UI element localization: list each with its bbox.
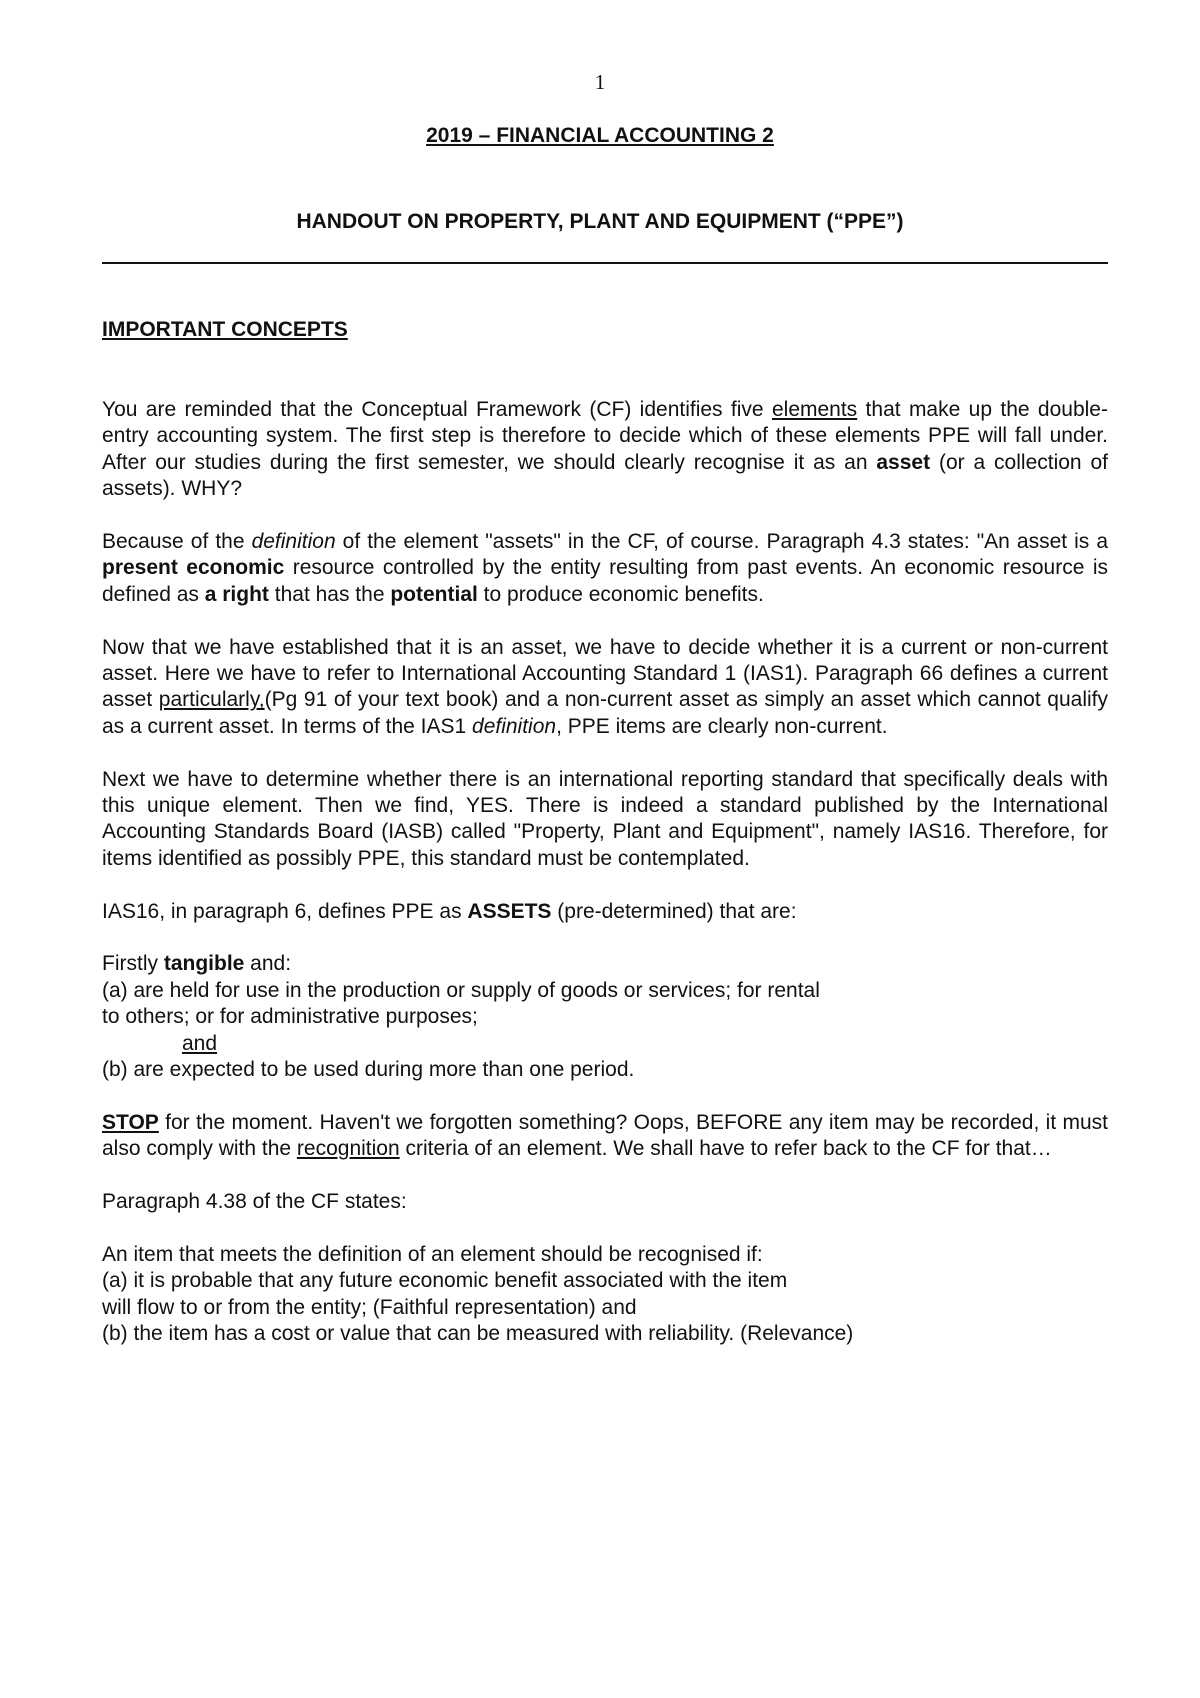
underlined-term: recognition <box>296 1137 400 1161</box>
italic-term: definition <box>472 714 557 738</box>
paragraph-cf-reference: Paragraph 4.38 of the CF states: <box>102 1190 407 1214</box>
text-run: for the moment. Haven't we forgotten something? Oops, BEFORE any item may be recorded, it must also comply with the <box>102 1110 1108 1161</box>
text-run: of the element "assets" in the CF, of course. Paragraph 4.3 states: "An asset is a <box>335 530 1109 554</box>
recognition-line-a-cont: will flow to or from the entity; (Faithful representation) and <box>102 1295 637 1319</box>
text-run: , PPE items are clearly non-current. <box>556 714 888 738</box>
text-run: that has the <box>268 582 391 606</box>
paragraph-stop <box>102 1110 1108 1163</box>
criteria-and <box>102 1031 1108 1057</box>
criteria-line-b: (b) are expected to be used during more than one period. <box>102 1058 635 1082</box>
text-run: Because of the <box>102 530 252 554</box>
text-run: criteria of an element. We shall have to refer back to the CF for that… <box>399 1137 1052 1161</box>
text-run: Now that we have established that it is an asset, we have to decide whether it is a current or non-current asset. Here we have to refer to International Accounting Standard 1 (IAS1). Paragraph 66 defines a current asset <box>102 635 1108 712</box>
text-run: that make up the double-entry accounting system. The first step is therefore to decide which of these elements PPE will fall under. After our studies during the first semester, we should clearly recognise it as an <box>102 398 1108 474</box>
bold-term: potential <box>390 582 478 606</box>
bold-term: present economic <box>102 556 285 580</box>
text-run: Firstly <box>102 952 164 976</box>
text-run: (pre-determined) that are: <box>551 899 797 923</box>
recognition-line-b: (b) the item has a cost or value that can be measured with reliability. (Relevance) <box>102 1322 854 1346</box>
page-number: 1 <box>594 70 606 94</box>
bold-term: asset <box>876 450 931 474</box>
recognition-line-a: (a) it is probable that any future economic benefit associated with the item <box>102 1269 788 1293</box>
stop-term: STOP <box>102 1110 159 1134</box>
underlined-term: particularly, <box>158 688 265 712</box>
text-run: (Pg 91 of your text book) and a non-current asset as simply an asset which cannot qualify as a current asset. In terms of the IAS1 <box>102 688 1108 738</box>
paragraph-elements <box>102 397 1108 503</box>
bold-term: a right <box>204 582 269 606</box>
bold-term: ASSETS <box>467 899 552 923</box>
document-body <box>102 397 1108 1348</box>
paragraph-criteria-intro <box>102 951 1108 977</box>
document-subtitle: HANDOUT ON PROPERTY, PLANT AND EQUIPMENT (“PPE”) <box>296 210 904 233</box>
paragraph-ias16-standard: Next we have to determine whether there is an international reporting standard that specifically deals with this unique element. Then we find, YES. There is indeed a standard published by the International Accounting Standards Board (IASB) called "Property, Plant and Equipment", namely IAS16. Therefore, for items identified as possibly PPE, this standard must be contemplated. <box>102 767 1108 870</box>
text-run: IAS16, in paragraph 6, defines PPE as <box>102 899 468 923</box>
criteria-line-a: (a) are held for use in the production or supply of goods or services; for rental <box>102 978 820 1002</box>
criteria-line-a-cont: to others; or for administrative purposes; <box>102 1005 478 1029</box>
paragraph-current-noncurrent <box>102 635 1108 741</box>
section-heading: IMPORTANT CONCEPTS <box>102 318 348 341</box>
text-run: to produce economic benefits. <box>477 582 764 606</box>
bold-term: tangible <box>163 952 245 976</box>
text-run: resource controlled by the entity resulting from past events. An economic resource is defined as <box>102 556 1108 606</box>
underlined-term: and <box>182 1031 218 1055</box>
paragraph-asset-definition <box>102 529 1108 608</box>
horizontal-divider <box>102 262 1108 264</box>
italic-term: definition <box>251 530 336 554</box>
text-run: You are reminded that the Conceptual Framework (CF) identifies five <box>102 398 772 421</box>
paragraph-ias16-definition <box>102 899 1108 925</box>
text-run: (or a collection of assets). WHY? <box>102 450 1108 501</box>
document-title: 2019 – FINANCIAL ACCOUNTING 2 <box>426 124 774 147</box>
text-run: and: <box>244 952 292 976</box>
underlined-term: elements <box>771 398 858 421</box>
recognition-intro: An item that meets the definition of an element should be recognised if: <box>102 1242 763 1266</box>
